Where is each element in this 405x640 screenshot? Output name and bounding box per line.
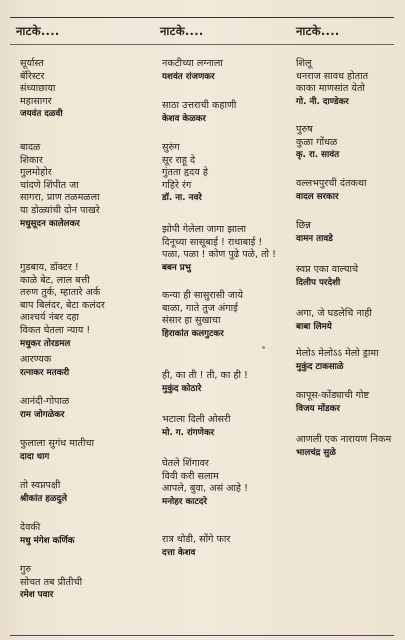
play-title: भटाला दिली ओसरी [162,414,231,425]
play-entry [20,438,156,463]
play-title: अगा, जे घडलेचि नाही [296,308,372,319]
play-entry [162,414,286,439]
header-rule [10,44,394,45]
play-entry [162,534,286,559]
play-entry [296,220,400,245]
play-title: गुंतता हृदय हे [162,167,208,179]
play-title: कुळा गोंधळ [296,136,338,148]
play-entry [20,58,156,120]
column-heading: नाटके.... [296,24,340,38]
play-title: सुरुंग [162,142,180,153]
play-title: साठा उत्तराची कहाणी [162,100,237,111]
play-title: गुलमोहोर [20,167,52,179]
play-title: गुरु [20,564,32,575]
play-title: काळे बेट, लाल बत्ती [20,274,90,286]
play-title: तो स्वप्नपक्षी [20,480,61,491]
playwright-name: बाबा लिमये [296,321,332,332]
play-entry [162,370,286,395]
play-title: स्वप्न एका वाल्याचे [296,264,359,275]
play-title: आश्चर्य नंबर दहा [20,312,80,324]
play-entry [20,354,156,379]
playwright-name: रमेश पवार [20,590,54,601]
column-1 [16,24,156,601]
play-entry [296,178,400,203]
top-rule [10,17,394,18]
play-entry [296,390,400,415]
play-entry [20,142,156,230]
play-title: धनराज सावध होतात [296,70,369,82]
play-title: काका माणसांत येतो [296,83,365,95]
playwright-name: दादा धाग [20,451,50,462]
play-entry [20,262,156,350]
play-title: पुरुष [296,124,313,135]
play-title: फुलाला सुगंध मातीचा [20,438,95,449]
play-title: शिलू [296,58,312,69]
play-title: चांदणे शिंपीत जा [20,179,79,191]
column-heading: नाटके.... [160,24,204,38]
playwright-name: राम जोगळेकर [20,409,65,420]
play-title: बॅरिस्टर [20,70,45,82]
play-title: विकत घेतला न्याय ! [20,324,91,336]
playwright-name: मधुकर तोरडमल [20,338,71,349]
play-title: या डोळ्यांची दोन पाखरे [20,204,100,216]
play-title: संध्याछाया [20,83,56,95]
play-title: छिन्न [296,220,311,231]
play-title: कापूस-कोंड्याची गोष्ट [296,390,370,401]
play-entry [296,58,400,108]
playwright-name: मुकुंद कोठारे [162,383,202,394]
playwright-name: केशव केळकर [162,113,206,124]
bottom-rule [10,635,394,636]
play-entry [20,396,156,421]
playwright-name: गो. नी. दाण्डेकर [296,96,349,107]
play-entry [162,142,286,204]
play-title: बाप बिलंदर, बेटा कलंदर [20,299,105,311]
playwright-name: मो. ग. रांगणेकर [162,427,215,438]
play-title: गहिरे रंग [162,179,192,191]
playwright-name: विजय मोंडकर [296,403,340,414]
play-entry [20,522,156,547]
play-title: वल्लभपुरची दंतकथा [296,178,367,189]
playwright-name: बबन प्रभु [162,262,191,273]
play-title: घेतले शिंगावर [162,458,209,469]
playwright-name: जयवंत दळवी [20,109,63,120]
play-entry [162,224,286,274]
play-title: पळा, पळा ! कोण पुढे पळे, तो ! [162,249,276,261]
column-heading: नाटके.... [16,24,60,38]
playwright-name: दत्ता केशव [162,547,196,558]
playwright-name: यशवंत रांजणकर [162,71,215,82]
play-title: सोचत तब प्रीतीची [20,576,83,588]
play-title: बादळ [20,142,41,153]
playwright-name: कृ. रा. सावंत [296,150,340,161]
play-title: नकटीच्या लग्नाला [162,58,223,69]
playwright-name: मधुसूदन कालेलकर [20,218,80,229]
play-title: संसार हा सुखाचा [162,315,221,327]
playwright-name: मधु मंगेश कर्णिक [20,535,75,546]
play-entry [296,434,400,459]
play-title: आपले, बुवा, असं आहे ! [162,483,248,495]
play-title: गुडबाय, डॉक्टर ! [20,262,79,273]
play-entry [162,58,286,83]
play-title: आनंदी-गोपाळ [20,396,70,407]
play-title: दिनूच्या सासूबाई ! राधाबाई ! [162,236,263,248]
play-title: सागरा, प्राण तळमळला [20,192,100,204]
playwright-name: दिलीप परदेशी [296,277,341,288]
play-entry [162,100,286,125]
playwright-name: श्रीकांत हळदुले [20,493,68,504]
playwright-name: वादल सरकार [296,191,339,202]
play-title: बाळा, गाते तुज अंगाई [162,302,238,314]
play-title: मेलोऽ मेलोऽऽ मेलो ड्रामा [296,348,379,359]
play-entry [20,480,156,505]
play-title: तरुण तुर्क, म्हातारे अर्क [20,287,101,299]
play-title: देवकी [20,522,41,533]
play-title: महासागर [20,95,52,107]
play-title: सूर राहू दे [162,154,196,166]
ink-speck [262,346,265,349]
play-entry [296,308,400,333]
play-title: आणली एक नारायण निकम [296,434,392,445]
play-title: रात्र थोडी, सोंगे फार [162,534,231,545]
play-title: सूर्यास्त [20,58,44,69]
play-entry [296,264,400,289]
playwright-name: वामन तावडे [296,233,333,244]
play-title: झोपी गेलेला जागा झाला [162,224,246,235]
play-entry [20,564,156,601]
playwright-name: डॉ. ना. नवरे [162,193,202,204]
playwright-name: भालचंद्र सुळे [296,447,336,458]
play-title: शिकार [20,154,43,166]
column-2 [158,24,286,558]
column-3 [292,24,400,458]
play-entry [162,290,286,340]
playwright-name: मनोहर काटदरे [162,496,207,507]
playwright-name: मुकुंद टाकसाळे [296,361,344,372]
play-title: आरण्यक [20,354,52,365]
play-title: कन्या ही सासुरासी जाये [162,290,243,301]
play-title: विवी करी सलाम [162,470,219,482]
play-title: ही, का ती ! ती, का ही ! [162,370,248,381]
playwright-name: हिराकांत कलगुटकर [162,328,224,339]
playwright-name: रत्नाकर मतकरी [20,367,70,378]
play-entry [296,348,400,373]
play-entry [162,458,286,508]
play-entry [296,124,400,161]
